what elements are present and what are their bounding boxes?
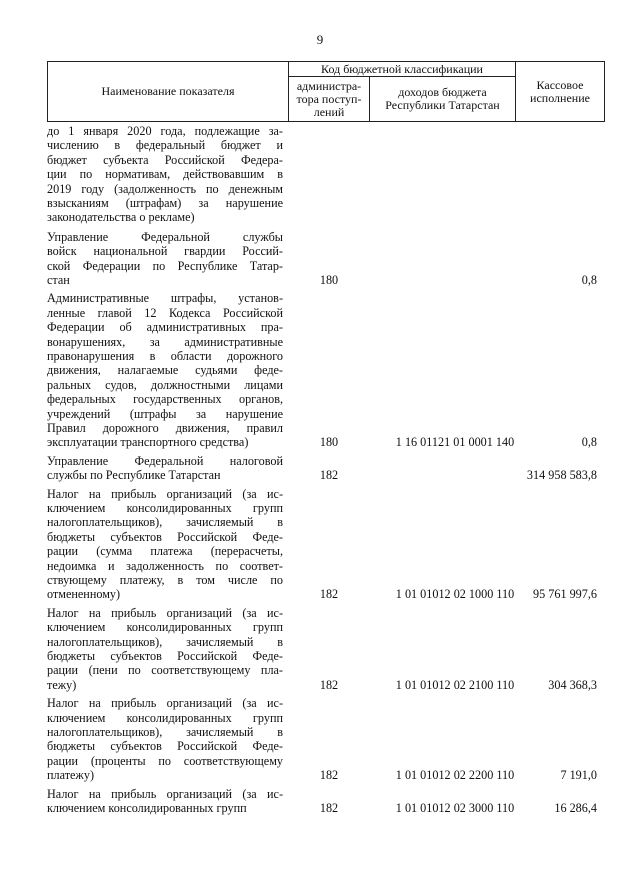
row-sum: 16 286,4	[554, 800, 597, 815]
row-adm: 180	[319, 272, 339, 287]
header-code-cell	[369, 76, 516, 122]
row-name-line: Налог на прибыль организаций (за ис-	[47, 696, 283, 711]
header-adm-line: лений	[313, 104, 345, 119]
row-name	[47, 606, 283, 692]
row-name-line: эксплуатации транспортного средства)	[47, 435, 249, 450]
row-name-line: Налог на прибыль организаций (за ис-	[47, 486, 283, 501]
row-adm: 182	[319, 677, 339, 692]
row-adm: 180	[319, 435, 339, 450]
row-name-line: ской Федерации по Республике Татар-	[47, 258, 283, 273]
row-name-line: ленные главой 12 Кодекса Российской	[47, 305, 283, 320]
row-name-line: Налог на прибыль организаций (за ис-	[47, 605, 283, 620]
row-name-line: ключением консолидированных групп	[47, 710, 283, 725]
row-name	[47, 487, 283, 602]
row-code: 1 01 01012 02 2200 110	[395, 768, 515, 783]
row-name-line: Административные штрафы, установ-	[47, 291, 283, 306]
row-name-line: ствующему платежу, в том числе по	[47, 573, 283, 588]
row-name-line: стан	[47, 273, 70, 288]
table-header	[47, 61, 605, 122]
row-name-line: ключением консолидированных групп	[47, 801, 247, 815]
header-group-cell	[288, 61, 516, 77]
row-name-line: тежу)	[47, 677, 77, 692]
row-name-line: Управление Федеральной службы	[47, 229, 283, 244]
row-name-line: бюджеты субъектов Российской Феде-	[47, 739, 283, 754]
header-code-line: доходов бюджета	[398, 85, 487, 99]
row-name-line: Федерации об административных пра-	[47, 320, 283, 335]
row-name-line: федеральных государственных органов,	[47, 392, 283, 407]
row-name-line: взысканиям (штрафам) за нарушение	[47, 196, 283, 211]
header-group-label: Код бюджетной классификации	[321, 61, 483, 76]
row-name	[47, 787, 283, 816]
row-name-line: бюджет субъекта Российской Федера-	[47, 152, 283, 167]
row-name	[47, 454, 283, 483]
row-adm: 182	[319, 768, 339, 783]
row-name-line: учреждений (штрафы за нарушение	[47, 406, 283, 421]
row-name-line: ральных судов, должностными лицами	[47, 377, 283, 392]
row-name-line: ключением консолидированных групп	[47, 501, 283, 515]
header-adm-line: администра-	[296, 78, 362, 93]
row-name-line: законодательства о рекламе)	[47, 210, 195, 225]
header-sum-line: исполнение	[530, 90, 590, 105]
row-name-line: недоимка и задолженность по соответ-	[47, 558, 283, 573]
header-adm-cell	[288, 76, 370, 122]
row-name-line: службы по Республике Татарстан	[47, 468, 221, 483]
row-adm: 182	[319, 468, 339, 483]
row-sum: 304 368,3	[548, 677, 597, 692]
row-name-line: ключением консолидированных групп	[47, 620, 283, 635]
row-name-line: до 1 января 2020 года, подлежащие за-	[47, 124, 283, 138]
row-name	[47, 124, 283, 225]
row-code: 1 16 01121 01 0001 140	[395, 435, 515, 450]
row-sum: 314 958 583,8	[526, 468, 597, 483]
row-adm: 182	[319, 800, 339, 815]
row-name-line: налогоплательщиков), зачисляемый в	[47, 725, 283, 739]
row-name	[47, 230, 283, 288]
row-code: 1 01 01012 02 1000 110	[395, 587, 515, 602]
row-adm: 182	[319, 587, 339, 602]
row-name-line: вонарушениях, за административные	[47, 334, 283, 349]
header-sum-line: Кассовое	[536, 77, 584, 92]
row-name-line: ции по нормативам, действовавшим в	[47, 167, 283, 182]
row-name-line: Налог на прибыль организаций (за ис-	[47, 786, 283, 801]
row-name-line: бюджеты субъектов Российской Феде-	[47, 529, 283, 544]
row-name-line: числению в федеральный бюджет и	[47, 138, 283, 153]
row-sum: 0,8	[581, 272, 597, 287]
header-sum-cell	[515, 61, 605, 122]
page-number: 9	[316, 32, 324, 47]
row-code: 1 01 01012 02 3000 110	[395, 800, 515, 815]
header-code-line: Республики Татарстан	[385, 98, 500, 112]
row-sum: 95 761 997,6	[533, 587, 597, 602]
row-name-line: налогоплательщиков), зачисляемый в	[47, 634, 283, 649]
row-name-line: Правил дорожного движения, правил	[47, 421, 283, 436]
row-name	[47, 696, 283, 782]
row-name-line: движения, налагаемые судьями феде-	[47, 363, 283, 378]
row-code: 1 01 01012 02 2100 110	[395, 677, 515, 692]
header-name-label: Наименование показателя	[101, 84, 235, 98]
row-name-line: рации (пени по соответствующему пла-	[47, 663, 283, 678]
header-adm-line: тора поступ-	[296, 91, 362, 106]
row-name-line: Управление Федеральной налоговой	[47, 453, 283, 468]
row-name-line: отмененному)	[47, 587, 121, 602]
row-name-line: 2019 году (задолженность по денежным	[47, 181, 283, 196]
row-name-line: рации (проценты по соответствующему	[47, 753, 283, 768]
row-name-line: рации (сумма платежа (перерасчеты,	[47, 544, 283, 559]
row-name-line: войск национальной гвардии Россий-	[47, 244, 283, 259]
row-name-line: платежу)	[47, 768, 95, 783]
row-sum: 0,8	[581, 435, 597, 450]
row-name	[47, 291, 283, 449]
row-name-line: бюджеты субъектов Российской Феде-	[47, 649, 283, 664]
row-sum: 7 191,0	[560, 768, 597, 783]
header-name-cell	[47, 61, 289, 122]
row-name-line: правонарушения в области дорожного	[47, 349, 283, 364]
row-name-line: налогоплательщиков), зачисляемый в	[47, 515, 283, 530]
